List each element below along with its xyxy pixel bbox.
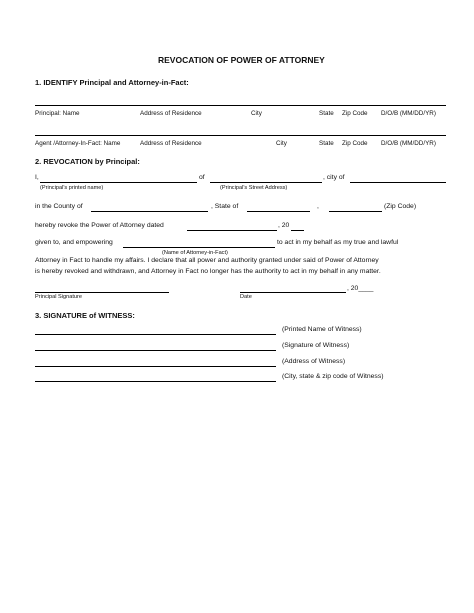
principal-city-label: City: [251, 110, 262, 117]
principal-zip-label: Zip Code: [342, 110, 368, 117]
county-field[interactable]: [91, 211, 208, 212]
given-to-label: given to, and empowering: [35, 239, 113, 246]
agent-name-label: Agent /Attorney-In-Fact: Name: [35, 140, 121, 147]
principal-info-line[interactable]: [35, 105, 446, 106]
date-caption: Date: [240, 294, 252, 300]
year-prefix-label: , 20: [278, 222, 290, 229]
comma-label: ,: [317, 203, 319, 210]
principal-state-label: State: [319, 110, 334, 117]
witness-printed-name-field[interactable]: [35, 334, 276, 335]
poa-date-field[interactable]: [187, 230, 277, 231]
principal-address-label: Address of Residence: [140, 110, 202, 117]
principal-street-address-caption: (Principal's Street Address): [220, 185, 288, 191]
section2-heading: 2. REVOCATION by Principal:: [35, 157, 140, 166]
section3-heading: 3. SIGNATURE of WITNESS:: [35, 311, 135, 320]
agent-info-line[interactable]: [35, 135, 446, 136]
signature-date-field[interactable]: [240, 292, 346, 293]
date-year-label: , 20____: [347, 285, 374, 292]
witness-printed-name-caption: (Printed Name of Witness): [282, 326, 362, 333]
declaration-line-1: Attorney in Fact to handle my affairs. I declare that all power and authority granted under said of Power of Attorney: [35, 257, 379, 264]
principal-dob-label: D/O/B (MM/DD/YR): [381, 110, 436, 117]
agent-address-label: Address of Residence: [140, 140, 202, 147]
state-field[interactable]: [247, 211, 310, 212]
principal-name-label: Principal: Name: [35, 110, 80, 117]
section1-heading: 1. IDENTIFY Principal and Attorney-in-Fact:: [35, 78, 189, 87]
witness-city-state-zip-caption: (City, state & zip code of Witness): [282, 373, 384, 380]
agent-city-label: City: [276, 140, 287, 147]
agent-zip-label: Zip Code: [342, 140, 368, 147]
of-label: of: [199, 174, 205, 181]
agent-state-label: State: [319, 140, 334, 147]
witness-signature-field[interactable]: [35, 350, 276, 351]
hereby-revoke-label: hereby revoke the Power of Attorney dated: [35, 222, 164, 229]
attorney-name-caption: (Name of Attorney-in-Fact): [162, 250, 228, 256]
witness-signature-caption: (Signature of Witness): [282, 342, 350, 349]
zip-code-caption: (Zip Code): [384, 203, 417, 210]
state-of-label: , State of: [211, 203, 239, 210]
zip-code-field[interactable]: [329, 211, 382, 212]
page-title: REVOCATION OF POWER OF ATTORNEY: [158, 55, 325, 65]
witness-address-caption: (Address of Witness): [282, 358, 346, 365]
principal-signature-field[interactable]: [35, 292, 169, 293]
city-of-label: , city of: [323, 174, 345, 181]
witness-address-field[interactable]: [35, 366, 276, 367]
witness-city-state-zip-field[interactable]: [35, 381, 276, 382]
agent-dob-label: D/O/B (MM/DD/YR): [381, 140, 436, 147]
declaration-line-2: is hereby revoked and withdrawn, and Attorney in Fact no longer has the authority to act in my behalf in any matter.: [35, 268, 381, 275]
principal-printed-name-field[interactable]: [40, 182, 197, 183]
principal-signature-caption: Principal Signature: [35, 294, 82, 300]
poa-year-field[interactable]: [291, 230, 304, 231]
principal-street-address-field[interactable]: [210, 182, 322, 183]
to-act-label: to act in my behalf as my true and lawful: [277, 239, 399, 246]
in-county-label: in the County of: [35, 203, 83, 210]
principal-city-field[interactable]: [350, 182, 446, 183]
i-label: I,: [35, 174, 39, 181]
principal-printed-name-caption: (Principal's printed name): [40, 185, 104, 191]
attorney-name-field[interactable]: [123, 247, 275, 248]
